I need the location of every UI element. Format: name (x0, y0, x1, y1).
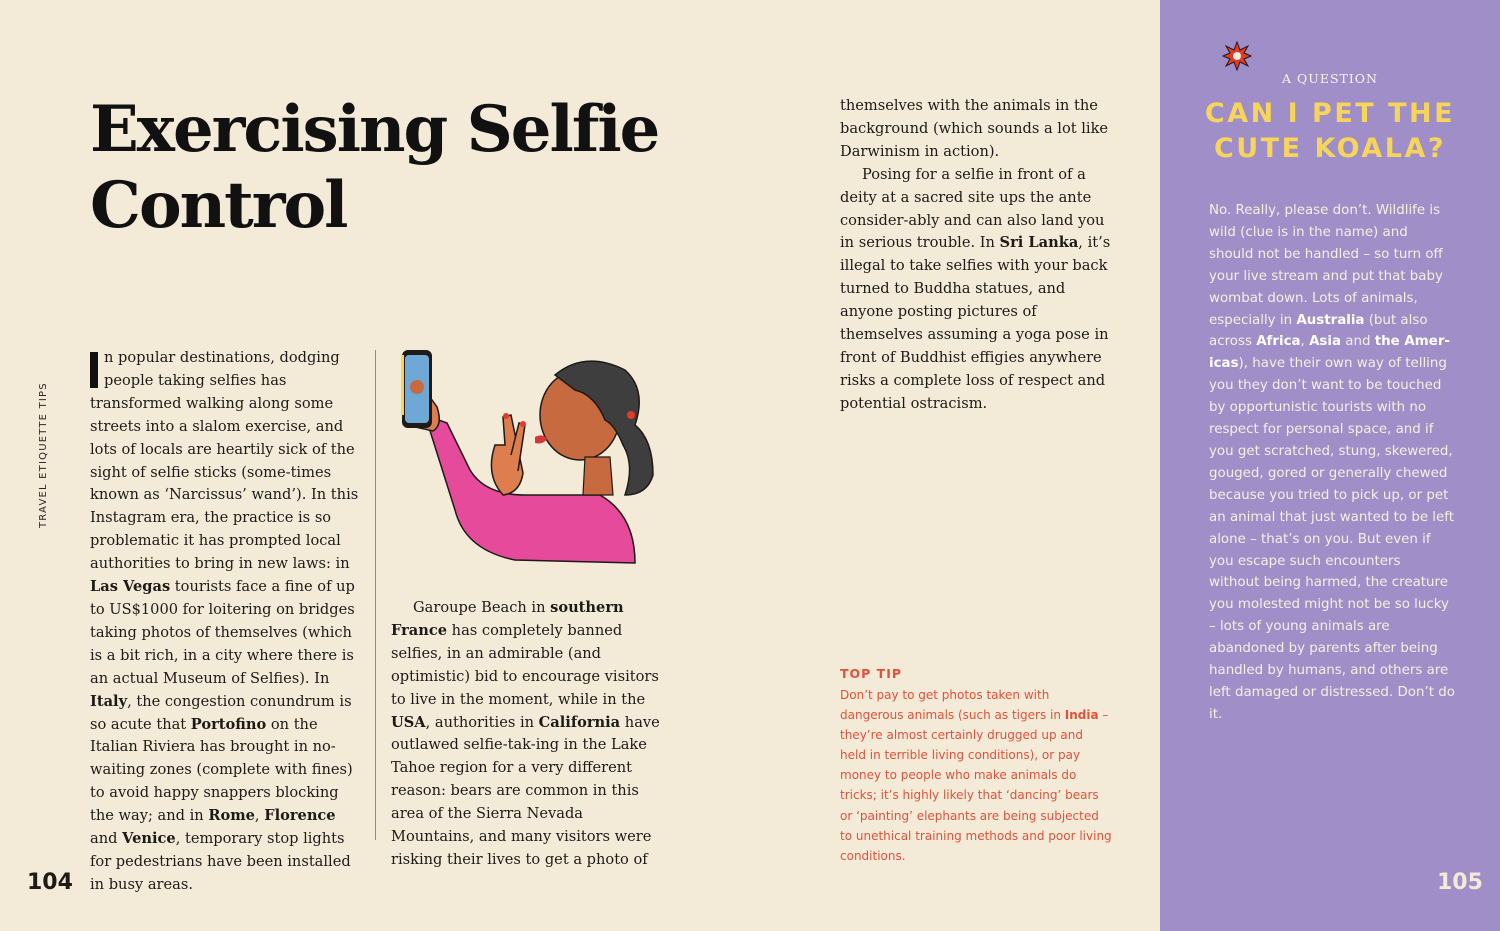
page-number-left: 104 (27, 870, 73, 895)
drop-cap (90, 352, 98, 388)
top-tip-box (840, 666, 1112, 866)
title-line-2: Control (90, 168, 347, 243)
column-2 (391, 597, 661, 872)
sidebar-title-line-2: CUTE KOALA? (1213, 133, 1447, 164)
title-line-1: Exercising Selfie (90, 92, 659, 167)
column-1 (90, 347, 362, 897)
page-title (90, 92, 730, 244)
column-3-paragraph-1: themselves with the animals in the background (which sounds a lot like Darwinism in action). (840, 97, 1109, 160)
page-number-right: 105 (1437, 870, 1483, 895)
starburst-icon (1222, 41, 1252, 71)
column-3-paragraph-2: Posing for a selfie in front of a deity at a sacred site ups the ante consider-ably and can also land you in serious trouble. In Sri Lanka, it’s illegal to take selfies with your back turned to Buddha statues, and anyone posting pictures of themselves assuming a yoga pose in front of Buddhist effigies anywhere risks a complete loss of respect and potential ostracism. (840, 165, 1111, 412)
top-tip-text: Don’t pay to get photos taken with dangerous animals (such as tigers in India – they’re almost certainly drugged up and held in terrible living conditions), or pay money to people who make animals do tricks; it’s highly likely that ‘dancing’ bears or ‘painting’ elephants are being subjected to unethical training methods and poor living conditions. (840, 688, 1112, 863)
sidebar-kicker: A QUESTION (1282, 71, 1378, 86)
sidebar-title-line-1: CAN I PET THE (1204, 98, 1456, 129)
column-divider (375, 350, 376, 840)
top-tip-heading: TOP TIP (840, 666, 903, 681)
column-2-paragraph: Garoupe Beach in southern France has completely banned selfies, in an admirable (and optimistic) bid to encourage visitors to live in the moment, while in the USA, authorities in California have outlawed selfie-tak-ing in the Lake Tahoe region for a very different reason: bears are common in this area of the Sierra Nevada Mountains, and many visitors were risking their lives to get a photo of (391, 599, 660, 868)
column-3 (840, 95, 1112, 416)
column-1-paragraph: n popular destinations, dodging people taking selfies has transformed walking along some streets into a slalom exercise, and lots of locals are heartily sick of the sight of selfie sticks (some-times known as ‘Narcissus’ wand’). In this Instagram era, the practice is so problematic it has prompted local authorities to bring in new laws: in Las Vegas tourists face a fine of up to US$1000 for loitering on bridges taking photos of themselves (which is a bit rich, in a city where there is an actual Museum of Selfies). In Italy, the congestion conundrum is so acute that Portofino on the Italian Riviera has brought in no-waiting zones (complete with fines) to avoid happy snappers blocking the way; and in Rome, Florence and Venice, temporary stop lights for pedestrians have been installed in busy areas. (90, 349, 359, 893)
running-head: TRAVEL ETIQUETTE TIPS (38, 382, 49, 528)
sidebar-body: No. Really, please don’t. Wildlife is wild (clue is in the name) and should not be handled – so turn off your live stream and put that baby wombat down. Lots of animals, especially in Australia (but also across Africa, Asia and the Amer-icas), have their own way of telling you they don’t want to be touched by opportunistic tourists with no respect for personal space, and if you get scratched, stung, skewered, gouged, gored or generally chewed because you tried to pick up, or pet an animal that just wanted to be left alone – that’s on you. But even if you escape such encounters without being harmed, the creature you molested might not be so lucky – lots of young animals are abandoned by parents after being handled by humans, and others are left damaged or distressed. Don’t do it. (1209, 203, 1455, 722)
sidebar-title (1160, 96, 1500, 166)
woman-taking-selfie-illustration (385, 345, 665, 570)
